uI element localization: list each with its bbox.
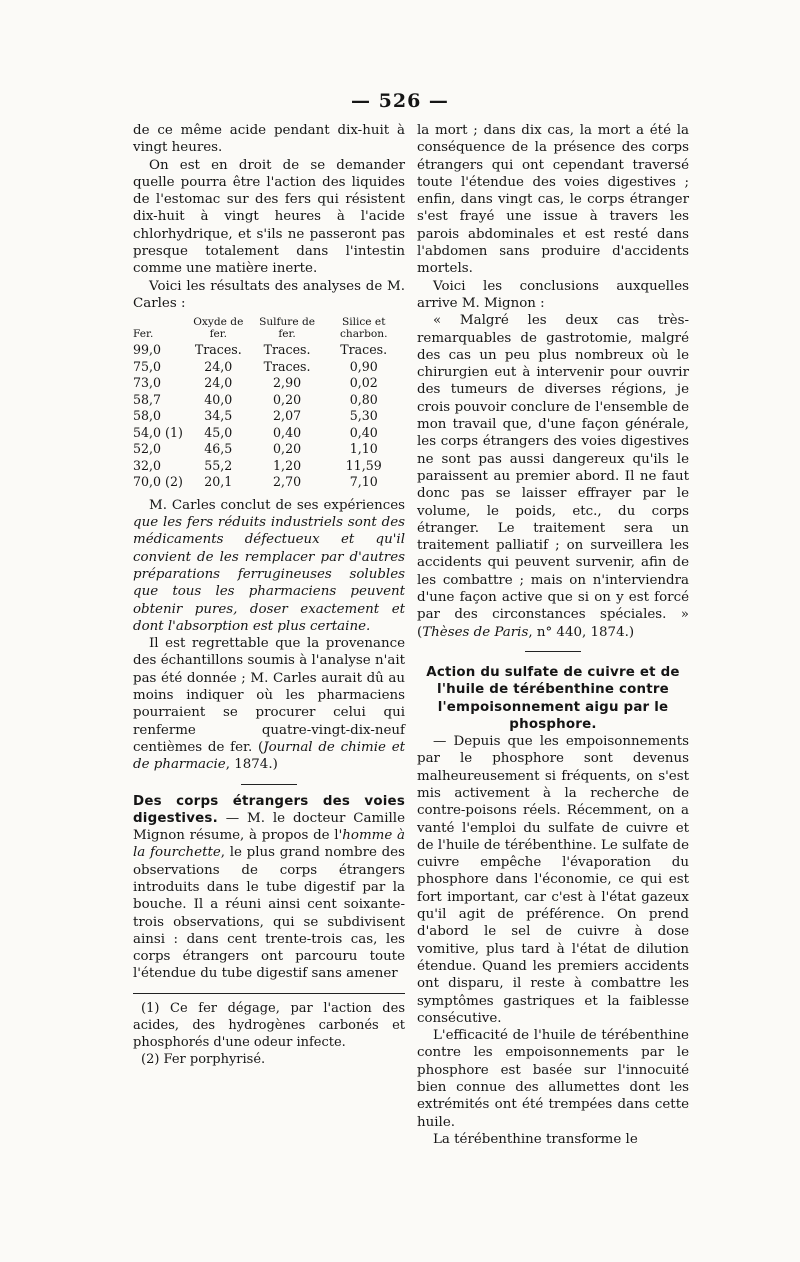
- table-cell: 11,59: [345, 457, 382, 473]
- footnote: (2) Fer porphyrisé.: [141, 1051, 266, 1067]
- table-row: [133, 408, 405, 425]
- section-divider: [241, 784, 297, 785]
- paragraph: la mort ; dans dix cas, la mort a été la conséquence de la présence des corps étrangers qui ont cependant traversé toute l'étendue des voies digestives ; enfin, dans vingt cas, le corps étranger s'est frayé une issue à travers les parois abdominales et est resté dans l'abdomen sans produire d'accidents mortels.: [417, 123, 689, 277]
- table-cell: 0,02: [349, 375, 378, 391]
- paragraph: [417, 312, 689, 641]
- right-column: [417, 122, 689, 1148]
- table-cell: 32,0: [133, 457, 162, 473]
- table-row: [133, 441, 405, 458]
- table-cell: 0,90: [349, 358, 378, 374]
- section-divider: [525, 651, 581, 652]
- text: M. Carles conclut de ses expériences: [149, 497, 405, 513]
- paragraph: [133, 635, 405, 773]
- table-cell: 1,20: [273, 457, 302, 473]
- table-row: [133, 342, 405, 359]
- table-cell: Traces.: [263, 358, 311, 374]
- table-cell: 54,0 (1): [133, 424, 183, 440]
- table-cell: 7,10: [349, 474, 378, 490]
- italic-citation: Journal de chimie et de pharmacie: [133, 739, 406, 773]
- table-cell: 0,40: [273, 424, 302, 440]
- paragraph: — Depuis que les empoisonnements par le phosphore sont devenus malheureusement si fréquents, on s'est mis activement à la recherche de contre-poisons réels. Récemment, on a vanté l'emploi du sulfate de cuivre et de l'huile de térébenthine. Le sulfate de cuivre empêche l'évaporation du phosphore dans l'économie, ce qui est fort important, car c'est à l'état gazeux qu'il agit de préférence. On prend d'abord le sel de cuivre à dose vomitive, plus tard à l'état de dilution étendue. Quand les premiers accidents ont disparu, il reste à combattre les symptômes gastriques et la faiblesse consécutive.: [417, 734, 689, 1026]
- italic-citation: Thèses de Paris: [422, 624, 529, 640]
- section-heading: Action du sulfate de cuivre et de l'huile de térébenthine contre l'empoisonnement aigu par le phosphore.: [426, 664, 680, 732]
- text: , le plus grand nombre des observations de corps étrangers introduits dans le tube digestif par la bouche. Il a réuni ainsi cent soixante-trois observations, qui se subdivisent ainsi : dans cent trente-trois cas, les corps étrangers ont parcouru toute l'étendue du tube digestif sans amener: [133, 845, 405, 982]
- column-header: Silice et charbon.: [339, 316, 388, 341]
- column-header: Oxyde de fer.: [193, 316, 244, 341]
- table-cell: 24,0: [204, 358, 233, 374]
- paragraph: L'efficacité de l'huile de térébenthine contre les empoisonnements par le phosphore est basée sur l'innocuité bien connue des allumettes dont les extrémités ont été trempées dans cette huile.: [417, 1028, 689, 1130]
- table-cell: Traces.: [194, 342, 242, 358]
- text: — M. le docteur Camille Mignon résume, à propos de l': [133, 810, 405, 844]
- italic-text: homme à la fourchette: [133, 828, 405, 861]
- text: , 1874.): [225, 757, 278, 773]
- table-cell: 0,40: [349, 424, 378, 440]
- table-cell: Traces.: [263, 342, 311, 358]
- table-cell: 99,0: [133, 342, 162, 358]
- text: Il est regrettable que la provenance des échantillons soumis à l'analyse n'ait pas été donnée ; M. Carles aurait dû au moins indiquer où les pharmaciens pourraient se procurer celui qui renferme quatre-vingt-dix-neuf centièmes de fer. (: [133, 636, 405, 755]
- column-header: Sulfure de fer.: [259, 316, 316, 341]
- table-cell: 0,20: [273, 391, 302, 407]
- table-cell: 2,07: [273, 408, 302, 424]
- table-row: [133, 392, 405, 409]
- section-paragraph: [133, 793, 405, 983]
- left-column: [133, 122, 405, 1068]
- footnote-divider: [133, 993, 405, 994]
- table-row: [133, 458, 405, 475]
- table-cell: 73,0: [133, 375, 162, 391]
- paragraph: Voici les conclusions auxquelles arrive M. Mignon :: [417, 278, 689, 311]
- table-cell: Traces.: [340, 342, 388, 358]
- table-body: [133, 342, 405, 491]
- paragraph: On est en droit de se demander quelle pourra être l'action des liquides de l'estomac sur des fers qui résistent dix-huit à vingt heures à l'acide chlorhydrique, et s'ils ne passeront pas presque totalement dans l'intestin comme une matière inerte.: [133, 157, 405, 277]
- paragraph: [133, 497, 405, 635]
- table-cell: 2,90: [273, 375, 302, 391]
- table-cell: 58,7: [133, 391, 162, 407]
- table-row: [133, 359, 405, 376]
- paragraph: La térébenthine transforme le: [433, 1131, 638, 1147]
- table-cell: 0,20: [273, 441, 302, 457]
- table-cell: 1,10: [349, 441, 378, 457]
- table-cell: 52,0: [133, 441, 162, 457]
- table-cell: 75,0: [133, 358, 162, 374]
- paragraph: Voici les résultats des analyses de M. Carles :: [133, 278, 405, 311]
- footnote: (1) Ce fer dégage, par l'action des acides, des hydrogènes carbonés et phosphorés d'une odeur infecte.: [133, 1000, 405, 1050]
- table-cell: 58,0: [133, 408, 162, 424]
- table-cell: 2,70: [273, 474, 302, 490]
- text: , n° 440, 1874.): [528, 624, 635, 640]
- italic-text: que les fers réduits industriels sont des médicaments défectueux et qu'il convient de les remplacer par d'autres préparations ferrugineuses solubles que tous les pharmaciens peuvent obtenir pures, doser exactement et dont l'absorption est plus certaine.: [133, 515, 405, 634]
- table-row: [133, 425, 405, 442]
- table-row: [133, 375, 405, 392]
- table-row: [133, 474, 405, 491]
- table-cell: 55,2: [204, 457, 233, 473]
- table-header-row: [133, 316, 405, 342]
- analysis-table: [133, 316, 405, 491]
- table-cell: 5,30: [349, 408, 378, 424]
- table-cell: 45,0: [204, 424, 233, 440]
- column-header: Fer.: [133, 328, 154, 341]
- table-cell: 40,0: [204, 391, 233, 407]
- table-cell: 20,1: [204, 474, 233, 490]
- table-cell: 46,5: [204, 441, 233, 457]
- table-cell: 34,5: [204, 408, 233, 424]
- table-cell: 0,80: [349, 391, 378, 407]
- text: « Malgré les deux cas très-remarquables de gastrotomie, malgré des cas un peu plus nombreux où le chirurgien eut à intervenir pour ouvrir des tumeurs de diverses régions, je crois pouvoir conclure de l'ensemble de mon travail que, d'une façon générale, les corps étrangers des voies digestives ne sont pas aussi dangereux qu'ils le paraissent au premier abord. Il ne faut donc pas se laisser effrayer par le volume, le poids, etc., du corps étranger. Le traitement sera un traitement palliatif ; on surveillera les accidents qui peuvent survenir, afin de les combattre ; mais on n'interviendra d'une façon active que si on y est forcé par des circonstances spéciales. » (: [417, 313, 689, 640]
- section-heading: Des corps étrangers des voies digestives.: [133, 793, 405, 826]
- page-number: — 526 —: [351, 90, 449, 112]
- paragraph: de ce même acide pendant dix-huit à vingt heures.: [133, 123, 405, 156]
- table-cell: 24,0: [204, 375, 233, 391]
- table-cell: 70,0 (2): [133, 474, 183, 490]
